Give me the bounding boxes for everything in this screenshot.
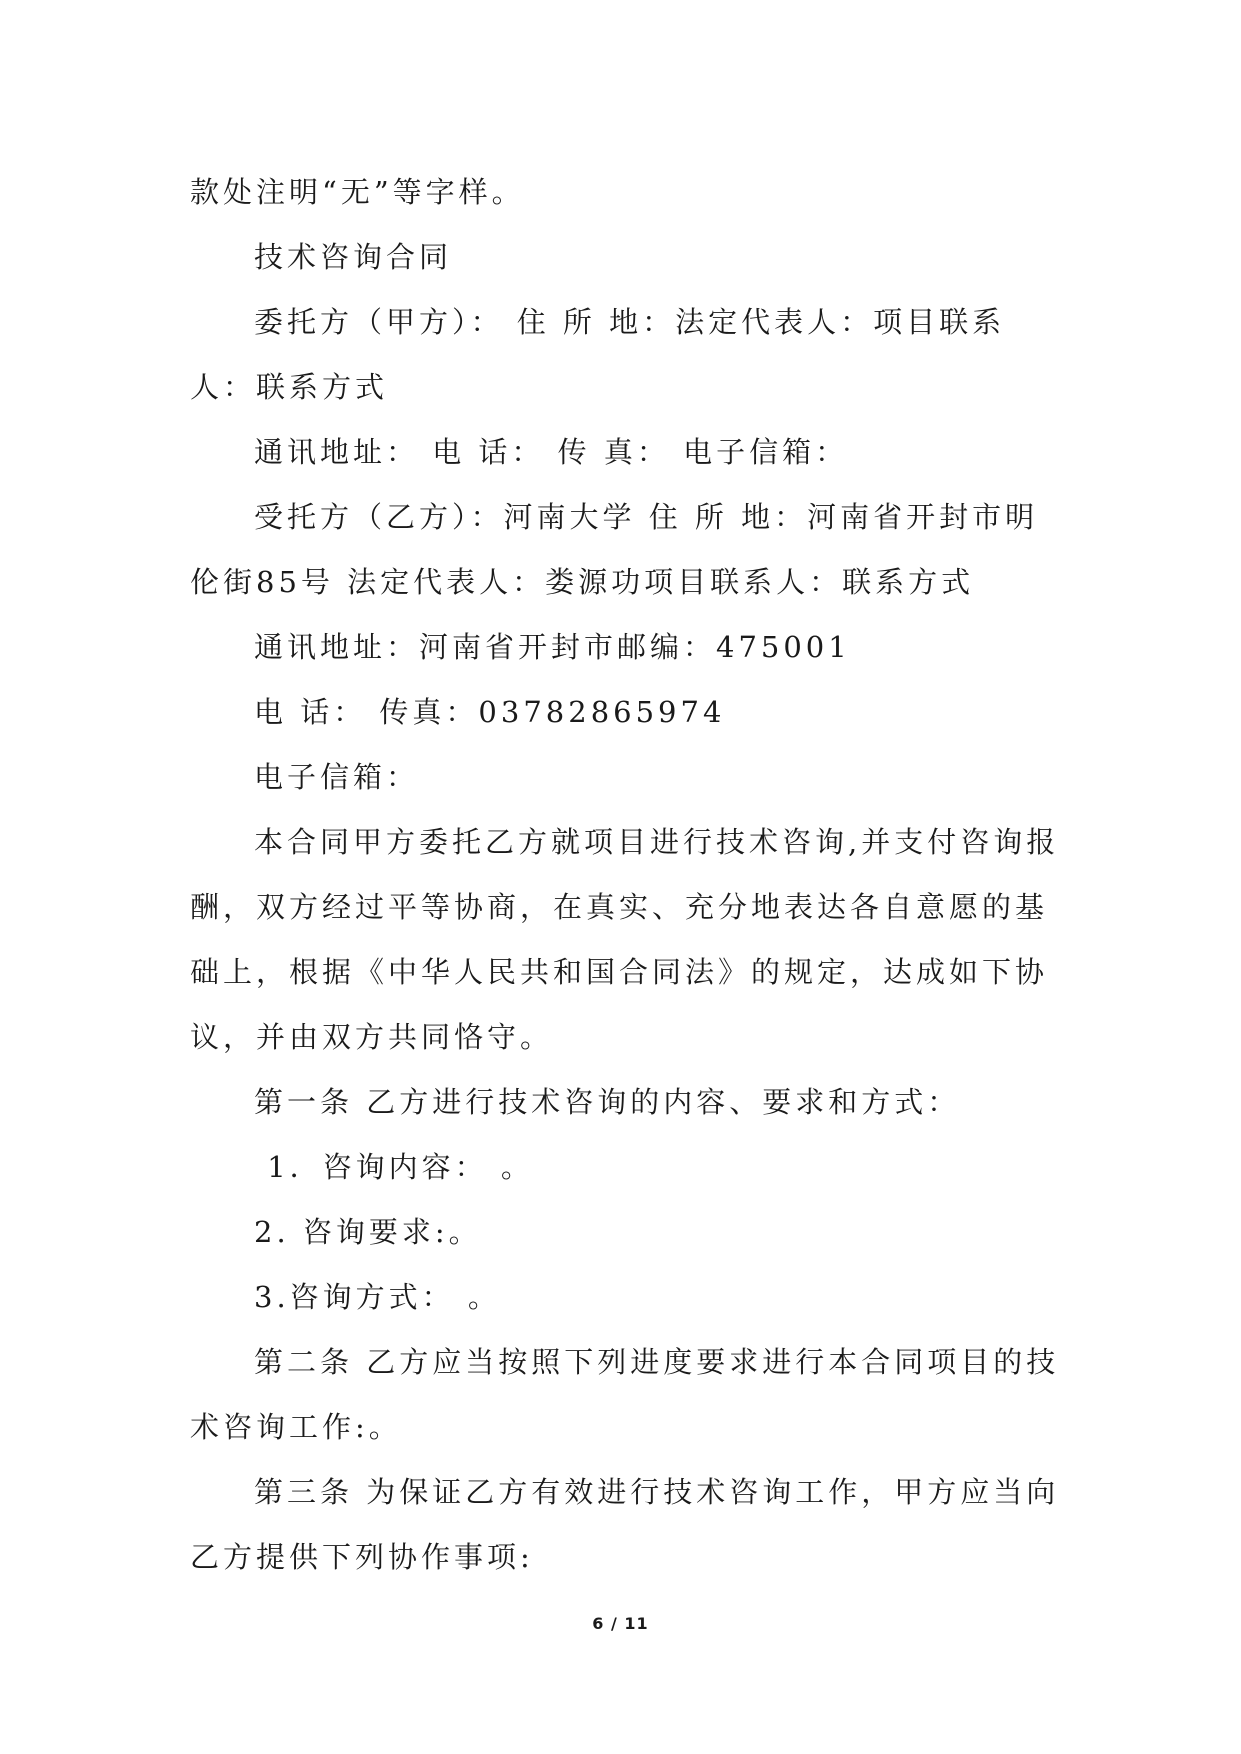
article-1-item-2: 2. 咨询要求:。: [254, 1215, 482, 1249]
article-1-item-3: 3.咨询方式： 。: [254, 1280, 501, 1314]
paragraph-continuation: 款处注明“无”等字样。: [190, 175, 525, 209]
article-2: 第二条 乙方应当按照下列进度要求进行本合同项目的技术咨询工作:。: [190, 1345, 1060, 1444]
article-1: 第一条 乙方进行技术咨询的内容、要求和方式：: [254, 1085, 961, 1119]
page-number: 6 / 11: [592, 1614, 649, 1633]
party-a-info: 委托方（甲方）： 住 所 地：法定代表人：项目联系人：联系方式: [190, 305, 1006, 404]
party-b-info: 受托方（乙方）：河南大学 住 所 地：河南省开封市明伦街85号 法定代表人：娄源功项目联系人：联系方式: [190, 500, 1039, 599]
body-text: [190, 160, 1060, 1590]
contract-title: 技术咨询合同: [254, 240, 453, 274]
article-3: 第三条 为保证乙方有效进行技术咨询工作，甲方应当向乙方提供下列协作事项:: [190, 1475, 1060, 1574]
party-b-phone: 电 话： 传真：03782865974: [254, 695, 726, 729]
party-b-address: 通讯地址：河南省开封市邮编：475001: [254, 630, 851, 664]
article-1-item-1: 1．咨询内容： 。: [254, 1150, 534, 1184]
party-a-contact: 通讯地址： 电 话： 传 真： 电子信箱：: [254, 435, 849, 469]
party-b-email: 电子信箱：: [254, 760, 420, 794]
preamble: 本合同甲方委托乙方就项目进行技术咨询,并支付咨询报酬，双方经过平等协商，在真实、充分地表达各自意愿的基础上，根据《中华人民共和国合同法》的规定，达成如下协议，并由双方共同恪守。: [190, 825, 1060, 1054]
